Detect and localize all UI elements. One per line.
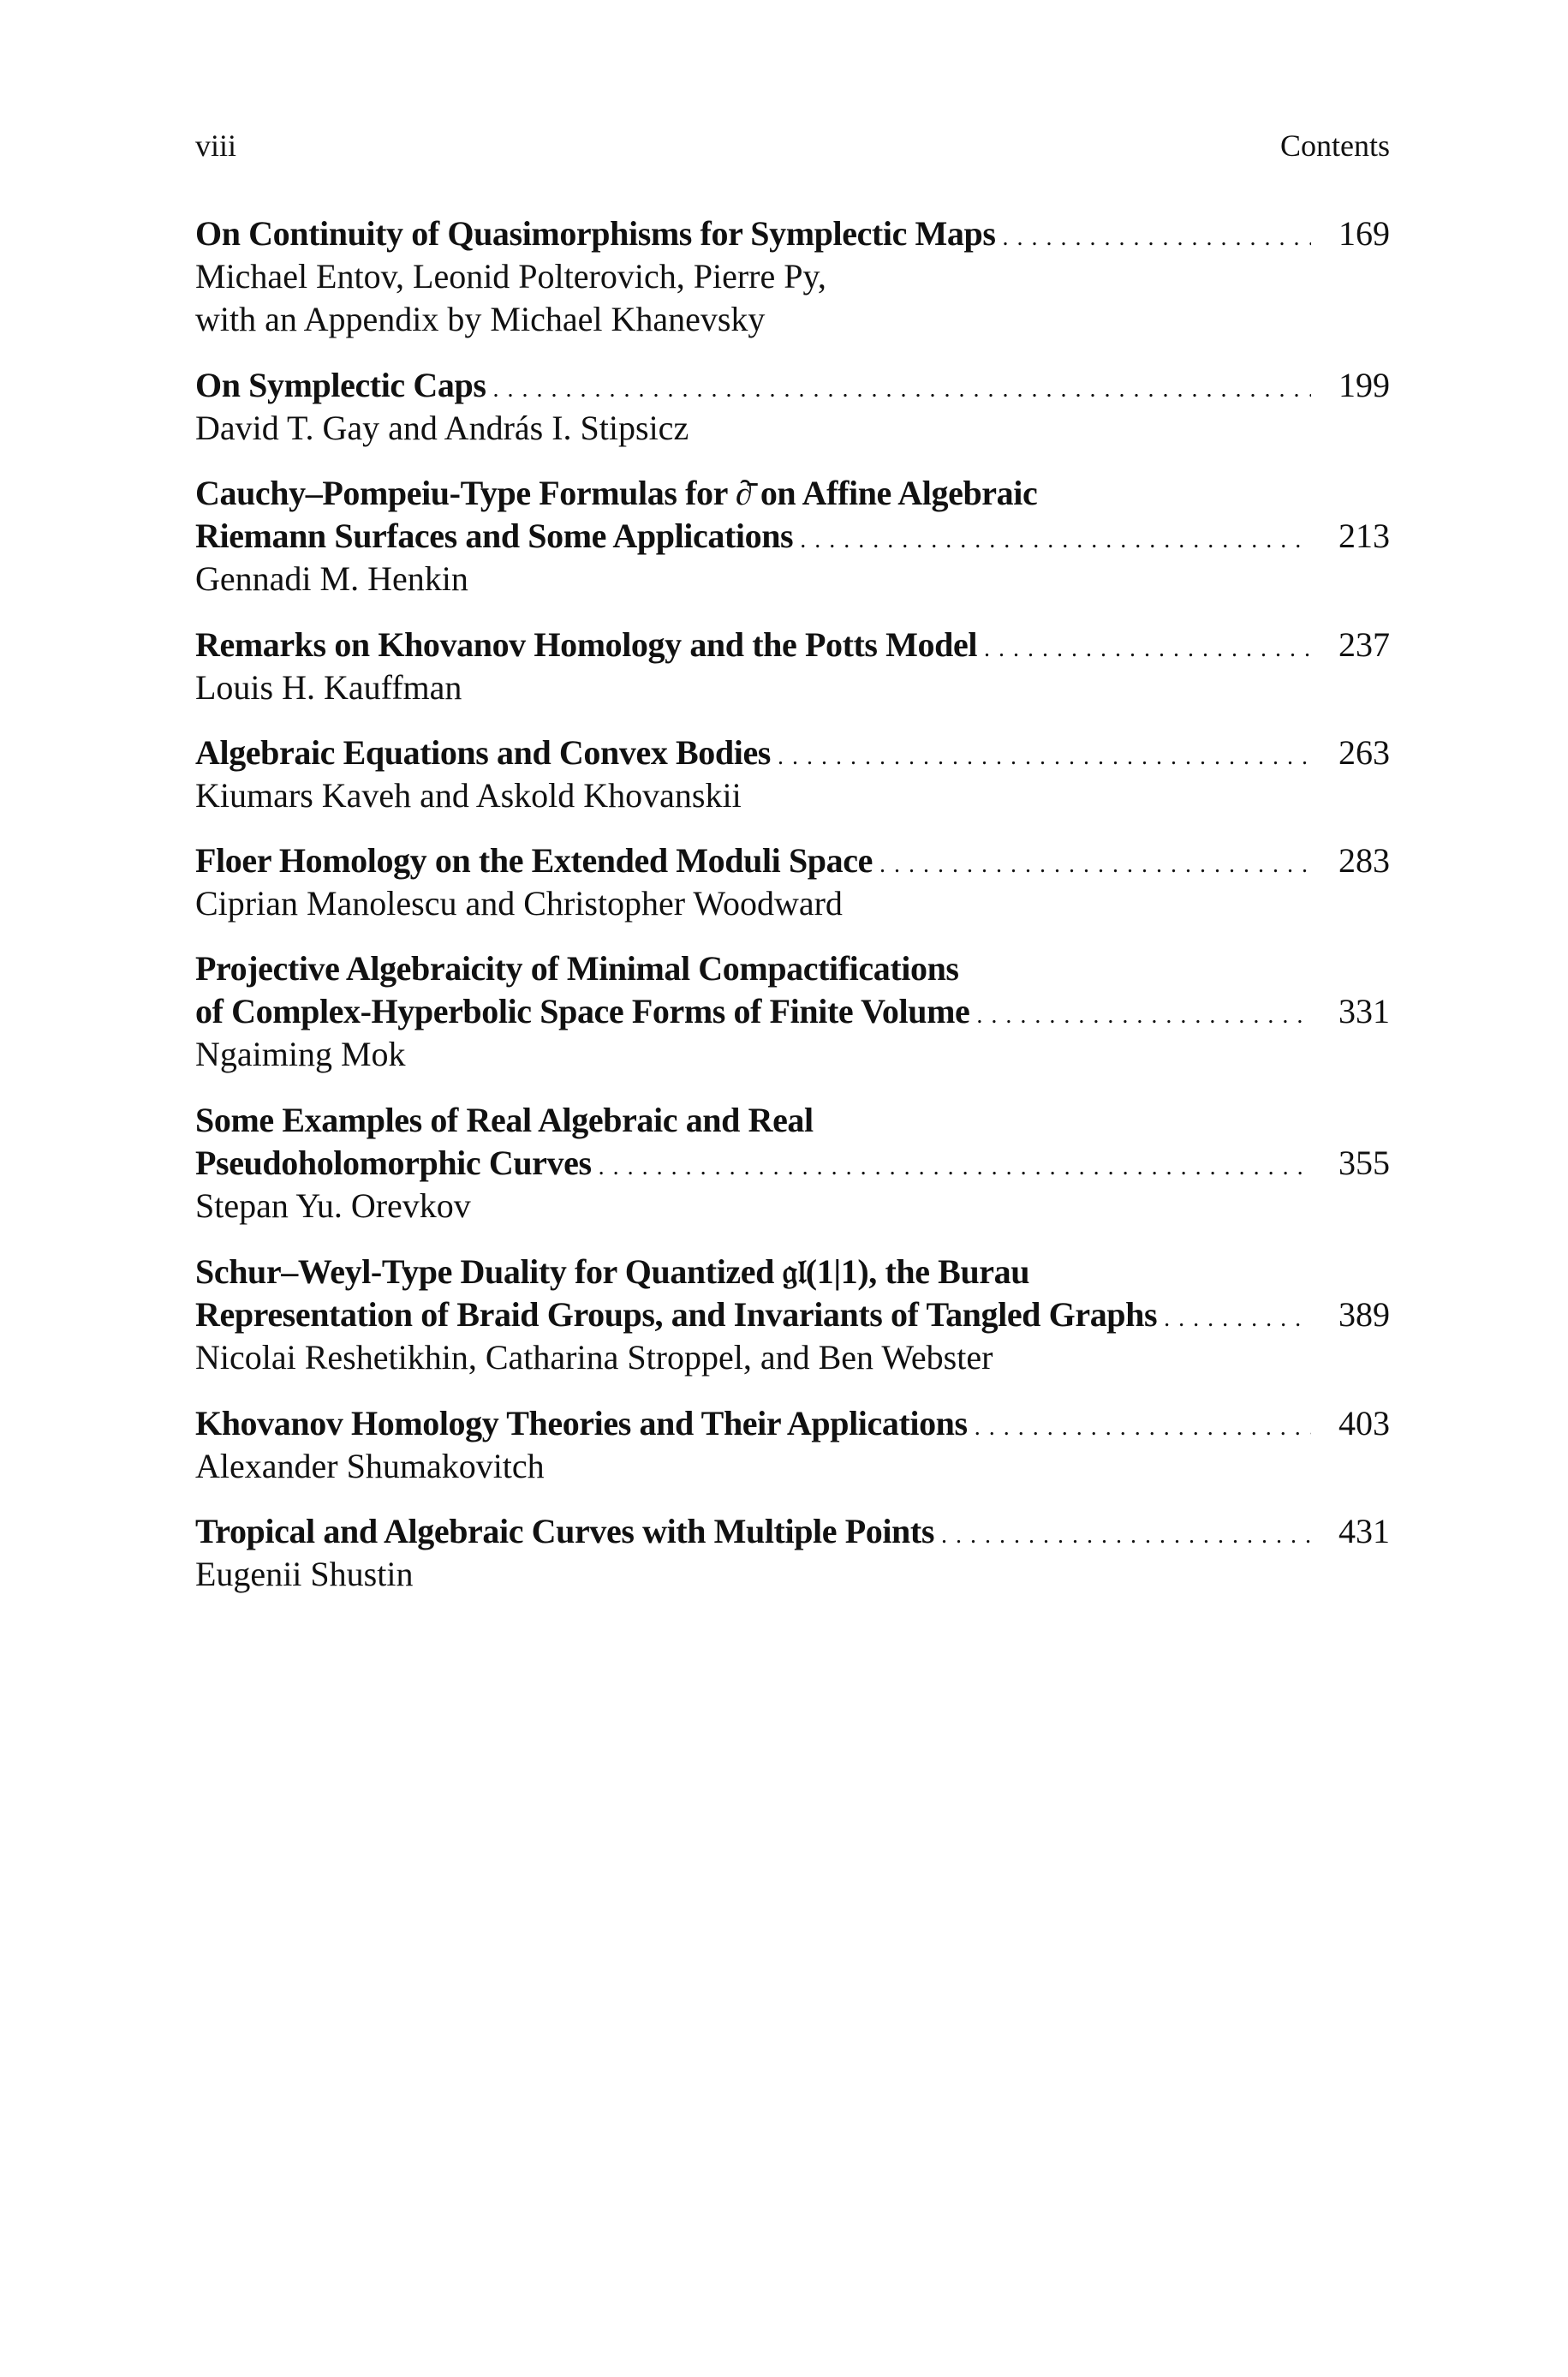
toc-page-number: 213 bbox=[1338, 517, 1390, 555]
toc-title-row bbox=[195, 624, 1390, 666]
toc-entry bbox=[195, 1402, 1390, 1488]
toc-page-number: 355 bbox=[1338, 1144, 1390, 1182]
dot-leader bbox=[984, 624, 1311, 671]
toc-title-line bbox=[195, 1251, 1390, 1293]
toc-entry-authors: Kiumars Kaveh and Askold Khovanskii bbox=[195, 776, 742, 815]
toc-entry-title: On Continuity of Quasimorphisms for Symplectic Maps bbox=[195, 214, 996, 253]
toc-entry-authors: Louis H. Kauffman bbox=[195, 668, 462, 707]
toc-page-number: 169 bbox=[1338, 214, 1390, 253]
toc-entry-title: Tropical and Algebraic Curves with Multiple Points bbox=[195, 1512, 934, 1550]
running-header bbox=[195, 127, 1390, 164]
dot-leader bbox=[1002, 212, 1311, 260]
toc-page-number: 283 bbox=[1338, 841, 1390, 880]
toc-title-line bbox=[195, 472, 1390, 515]
dot-leader bbox=[492, 364, 1311, 411]
toc-entry bbox=[195, 1510, 1390, 1596]
toc-entry-title: Khovanov Homology Theories and Their Applications bbox=[195, 1404, 968, 1442]
toc-entry-title: Representation of Braid Groups, and Invariants of Tangled Graphs bbox=[195, 1295, 1158, 1334]
toc-entry-title: Remarks on Khovanov Homology and the Potts Model bbox=[195, 625, 978, 664]
dot-leader bbox=[599, 1142, 1311, 1189]
dot-leader bbox=[1164, 1293, 1311, 1341]
toc-entry-authors: Stepan Yu. Orevkov bbox=[195, 1186, 471, 1225]
toc-title-row bbox=[195, 1142, 1390, 1185]
toc-entry-title: Projective Algebraicity of Minimal Compactifications bbox=[195, 949, 959, 988]
toc-entry bbox=[195, 732, 1390, 817]
dot-leader bbox=[800, 515, 1311, 562]
toc-entry-title: Pseudoholomorphic Curves bbox=[195, 1144, 592, 1182]
toc-title-row bbox=[195, 732, 1390, 774]
toc-page-number: 403 bbox=[1338, 1404, 1390, 1442]
toc-entry bbox=[195, 212, 1390, 341]
toc-entry-authors: Nicolai Reshetikhin, Catharina Stroppel, and Ben Webster bbox=[195, 1338, 993, 1377]
toc-title-row bbox=[195, 1293, 1390, 1336]
toc-entry-title: On Symplectic Caps bbox=[195, 366, 486, 404]
dot-leader bbox=[879, 839, 1311, 887]
toc-entry-authors: with an Appendix by Michael Khanevsky bbox=[195, 300, 766, 338]
toc-title-line bbox=[195, 1099, 1390, 1142]
toc-page-number: 389 bbox=[1338, 1295, 1390, 1334]
toc-entry-authors: Gennadi M. Henkin bbox=[195, 559, 468, 598]
toc-entry bbox=[195, 472, 1390, 600]
toc-entry bbox=[195, 1251, 1390, 1379]
toc-entry bbox=[195, 1099, 1390, 1227]
toc-page-number: 263 bbox=[1338, 733, 1390, 772]
toc-entry-title: Some Examples of Real Algebraic and Real bbox=[195, 1101, 814, 1139]
header-running-title: Contents bbox=[1279, 128, 1390, 163]
toc-entry-authors: David T. Gay and András I. Stipsicz bbox=[195, 409, 689, 447]
toc-title-row bbox=[195, 839, 1390, 882]
toc-title-line bbox=[195, 947, 1390, 990]
toc-entry-title: Floer Homology on the Extended Moduli Space bbox=[195, 841, 873, 880]
toc-entry-authors: Michael Entov, Leonid Polterovich, Pierre Py, bbox=[195, 257, 826, 296]
toc-title-row bbox=[195, 364, 1390, 407]
dot-leader bbox=[778, 732, 1311, 779]
toc-entry-title: of Complex-Hyperbolic Space Forms of Finite Volume bbox=[195, 992, 970, 1030]
dot-leader bbox=[941, 1510, 1311, 1557]
toc-page-number: 199 bbox=[1338, 366, 1390, 404]
toc-entry-authors: Eugenii Shustin bbox=[195, 1555, 414, 1593]
toc-page-number: 331 bbox=[1338, 992, 1390, 1030]
toc-entry-authors: Ngaiming Mok bbox=[195, 1035, 406, 1073]
toc-page-number: 431 bbox=[1338, 1512, 1390, 1550]
toc-title-row bbox=[195, 1510, 1390, 1553]
toc-entry-title: Schur–Weyl-Type Duality for Quantized 𝔤𝔩(1|1), the Burau bbox=[195, 1252, 1030, 1291]
toc-entry bbox=[195, 624, 1390, 709]
toc-entry-authors: Alexander Shumakovitch bbox=[195, 1447, 545, 1485]
toc-entry-title: Riemann Surfaces and Some Applications bbox=[195, 517, 794, 555]
toc-entry-title: Algebraic Equations and Convex Bodies bbox=[195, 733, 771, 772]
dot-leader bbox=[976, 990, 1311, 1037]
toc-entry-authors: Ciprian Manolescu and Christopher Woodward bbox=[195, 884, 843, 923]
toc-title-row bbox=[195, 212, 1390, 255]
toc-entry-title: Cauchy–Pompeiu-Type Formulas for ∂̄ on Affine Algebraic bbox=[195, 474, 1038, 512]
toc-entry bbox=[195, 947, 1390, 1076]
toc-title-row bbox=[195, 990, 1390, 1033]
toc-entry bbox=[195, 364, 1390, 450]
toc-title-row bbox=[195, 515, 1390, 558]
toc-entry bbox=[195, 839, 1390, 925]
header-page-number: viii bbox=[195, 128, 237, 163]
toc-page-number: 237 bbox=[1338, 625, 1390, 664]
dot-leader bbox=[975, 1402, 1311, 1449]
toc-title-row bbox=[195, 1402, 1390, 1445]
